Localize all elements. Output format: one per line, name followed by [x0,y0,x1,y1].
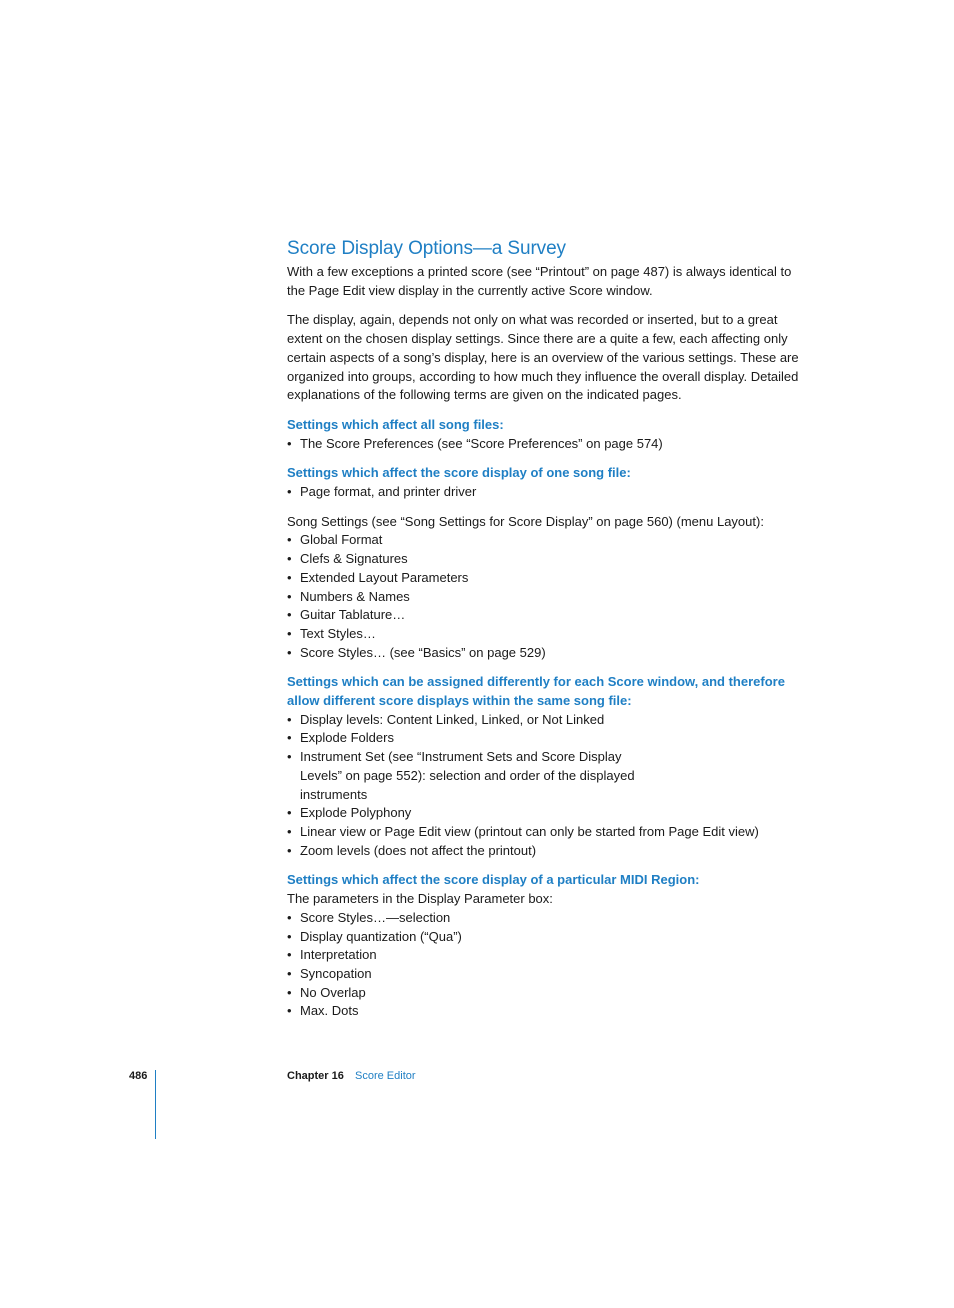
bullet-icon: • [287,842,292,858]
list-item: • Linear view or Page Edit view (printout can only be started from Page Edit view) [287,823,807,842]
intro-paragraph-2: The display, again, depends not only on what was recorded or inserted, but to a great extent on the chosen display settings. Since there are a quite a few, each affecting only certain aspects of a song’s display, here is an overview of the various settings. These are organized into groups, according to how much they influence the overall display. Detailed explanations of the following terms are given on the indicated pages. [287,312,799,403]
bullet-icon: • [287,730,292,746]
section-heading-midi-region: Settings which affect the score display of a particular MIDI Region: [287,872,700,888]
list-item: • Display quantization (“Qua”) [287,928,807,947]
list-item: • Clefs & Signatures [287,550,807,569]
list-item: • The Score Preferences (see “Score Preferences” on page 574) [287,435,807,454]
page-number: 486 [129,1070,148,1082]
bullet-icon: • [287,965,292,981]
chapter-label: Chapter 16 [287,1070,344,1082]
display-parameter-text: The parameters in the Display Parameter box: [287,891,553,907]
bullet-icon: • [287,551,292,567]
bullet-icon: • [287,532,292,548]
list-item: • Guitar Tablature… [287,606,807,625]
bullet-icon: • [287,909,292,925]
section-heading-all-songs: Settings which affect all song files: [287,416,504,432]
bullet-icon: • [287,749,292,765]
bullet-list [287,531,807,662]
bullet-icon: • [287,588,292,604]
list-item: • No Overlap [287,984,807,1003]
list-item: • Score Styles…—selection [287,909,807,928]
list-item: • Display levels: Content Linked, Linked, or Not Linked [287,711,807,730]
list-item: • Zoom levels (does not affect the printout) [287,842,807,861]
intro-paragraph-1: With a few exceptions a printed score (see “Printout” on page 487) is always identical to the Page Edit view display in the currently active Score window. [287,264,792,298]
bullet-icon: • [287,947,292,963]
bullet-icon: • [287,711,292,727]
bullet-icon: • [287,644,292,660]
bullet-list [287,909,807,1021]
bullet-icon: • [287,607,292,623]
chapter-title: Score Editor [355,1070,416,1082]
song-settings-text: Song Settings (see “Song Settings for Score Display” on page 560) (menu Layout): [287,513,764,529]
list-item: • Explode Polyphony [287,804,807,823]
bullet-icon: • [287,569,292,585]
list-item: • Syncopation [287,965,807,984]
list-item: • Text Styles… [287,625,807,644]
list-item: • Instrument Set (see “Instrument Sets and Score Display Levels” on page 552): selection and order of the displayed instruments [287,749,635,802]
list-item: • Page format, and printer driver [287,483,807,502]
list-item: • Interpretation [287,946,807,965]
list-item: • Explode Folders [287,729,807,748]
page-content [287,236,807,1021]
bullet-icon: • [287,625,292,641]
section-heading-score-window: Settings which can be assigned differently for each Score window, and therefore allow different score displays within the same song file: [287,674,785,709]
bullet-icon: • [287,1003,292,1019]
bullet-icon: • [287,823,292,839]
list-item: • Global Format [287,531,807,550]
bullet-icon: • [287,805,292,821]
bullet-icon: • [287,484,292,500]
list-item: • Score Styles… (see “Basics” on page 529) [287,644,807,663]
footer-divider [155,1070,156,1139]
list-item: • Extended Layout Parameters [287,569,807,588]
bullet-icon: • [287,928,292,944]
list-item: • Max. Dots [287,1002,807,1021]
bullet-list [287,435,807,454]
list-item: • Numbers & Names [287,588,807,607]
bullet-list [287,711,807,861]
section-heading-one-song: Settings which affect the score display of one song file: [287,465,631,481]
bullet-icon: • [287,984,292,1000]
page-title: Score Display Options—a Survey [287,238,566,259]
bullet-list [287,483,807,502]
bullet-icon: • [287,435,292,451]
